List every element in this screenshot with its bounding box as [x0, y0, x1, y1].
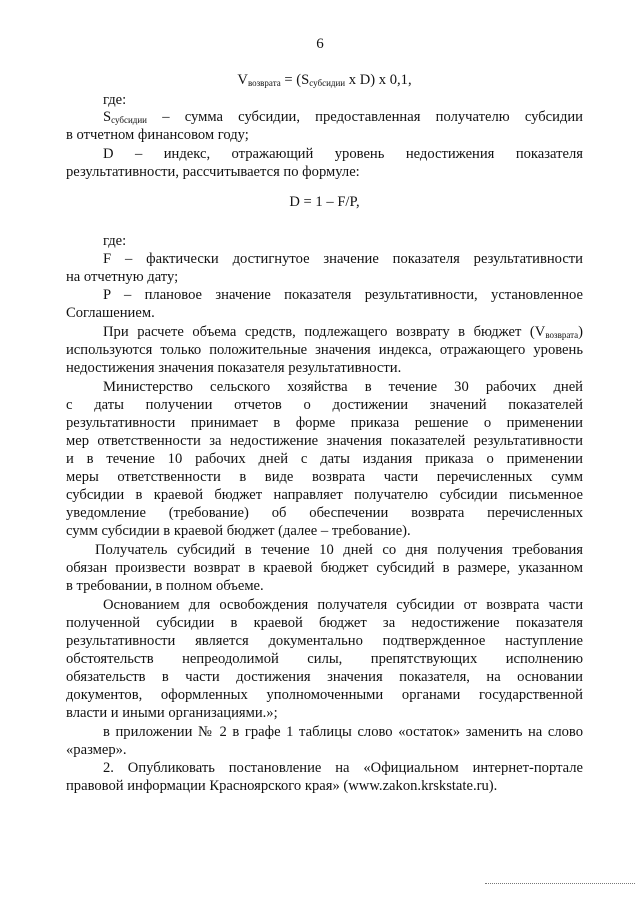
publish-paragraph-line: 2. Опубликовать постановление на «Официальном интернет-портале: [103, 760, 583, 776]
basis-paragraph-line: результативности является документально подтвержденное наступление: [66, 633, 583, 649]
p-definition-line1: P – плановое значение показателя результативности, установленное: [103, 287, 583, 303]
ministry-paragraph-line: с даты получении отчетов о достижении значений показателей: [66, 397, 583, 413]
scan-artifact-line: [485, 883, 635, 885]
s-definition-line1: $S_{субсидии}$ – сумма субсидии, предоставленная получателю субсидии: [103, 109, 583, 125]
recipient-paragraph-line: обязан произвести возврат в краевой бюджет субсидий в размере, указанном: [66, 560, 583, 576]
ministry-paragraph-line: уведомление (требование) об обеспечении возврата перечисленных: [66, 505, 583, 521]
basis-paragraph-line: обязательств в части достижения значения показателя, на основании: [66, 669, 583, 685]
ministry-paragraph-line: сумм субсидии в краевой бюджет (далее – требование).: [66, 523, 411, 539]
appendix-paragraph-line: в приложении № 2 в графе 1 таблицы слово «остаток» заменить на слово: [103, 724, 583, 740]
calc-paragraph-line2: используются только положительные значения индекса, отражающего уровень: [66, 342, 583, 358]
page-number: 6: [316, 36, 324, 52]
basis-paragraph-line: власти и иными организациями.»;: [66, 705, 278, 721]
d-definition-line1: D – индекс, отражающий уровень недостижения показателя: [103, 146, 583, 162]
formula-d: D = 1 – F/P,: [289, 194, 360, 210]
ministry-paragraph-line: результативности принимает в форме приказа решение о применении: [66, 415, 583, 431]
basis-paragraph-line: Основанием для освобождения получателя субсидии от возврата части: [103, 597, 583, 613]
calc-paragraph-line1: При расчете объема средств, подлежащего возврату в бюджет $(V_{возврата})$: [103, 324, 583, 340]
ministry-paragraph-line: Министерство сельского хозяйства в течение 30 рабочих дней: [103, 379, 583, 395]
basis-paragraph-line: полученной субсидии в краевой бюджет за недостижение показателя: [66, 615, 583, 631]
recipient-paragraph-line: Получатель субсидий в течение 10 дней со дня получения требования: [95, 542, 583, 558]
f-definition-line1: F – фактически достигнутое значение показателя результативности: [103, 251, 583, 267]
s-definition-line2: в отчетном финансовом году;: [66, 127, 249, 143]
ministry-paragraph-line: субсидии в краевой бюджет направляет получателю субсидии письменное: [66, 487, 583, 503]
where-label: где:: [103, 92, 127, 108]
recipient-paragraph-line: в требовании, в полном объеме.: [66, 578, 264, 594]
d-definition-line2: результативности, рассчитывается по формуле:: [66, 164, 360, 180]
basis-paragraph-line: обстоятельств непреодолимой силы, препятствующих исполнению: [66, 651, 583, 667]
p-definition-line2: Соглашением.: [66, 305, 155, 321]
appendix-paragraph-line: «размер».: [66, 742, 127, 758]
ministry-paragraph-line: и в течение 10 рабочих дней с даты издания приказа о применении: [66, 451, 583, 467]
ministry-paragraph-line: мер ответственности за недостижение значения показателей результативности: [66, 433, 583, 449]
basis-paragraph-line: документов, оформленных уполномоченными органами государственной: [66, 687, 583, 703]
formula-v-return: $V_{возврата} = (S_{субсидии}$ x D) x 0,1,: [237, 72, 412, 88]
ministry-paragraph-line: меры ответственности в виде возврата части перечисленных сумм: [66, 469, 583, 485]
where-label-2: где:: [103, 233, 127, 249]
f-definition-line2: на отчетную дату;: [66, 269, 179, 285]
calc-paragraph-line3: недостижения значения показателя результативности.: [66, 360, 402, 376]
publish-paragraph-line: правовой информации Красноярского края» (www.zakon.krskstate.ru).: [66, 778, 498, 794]
